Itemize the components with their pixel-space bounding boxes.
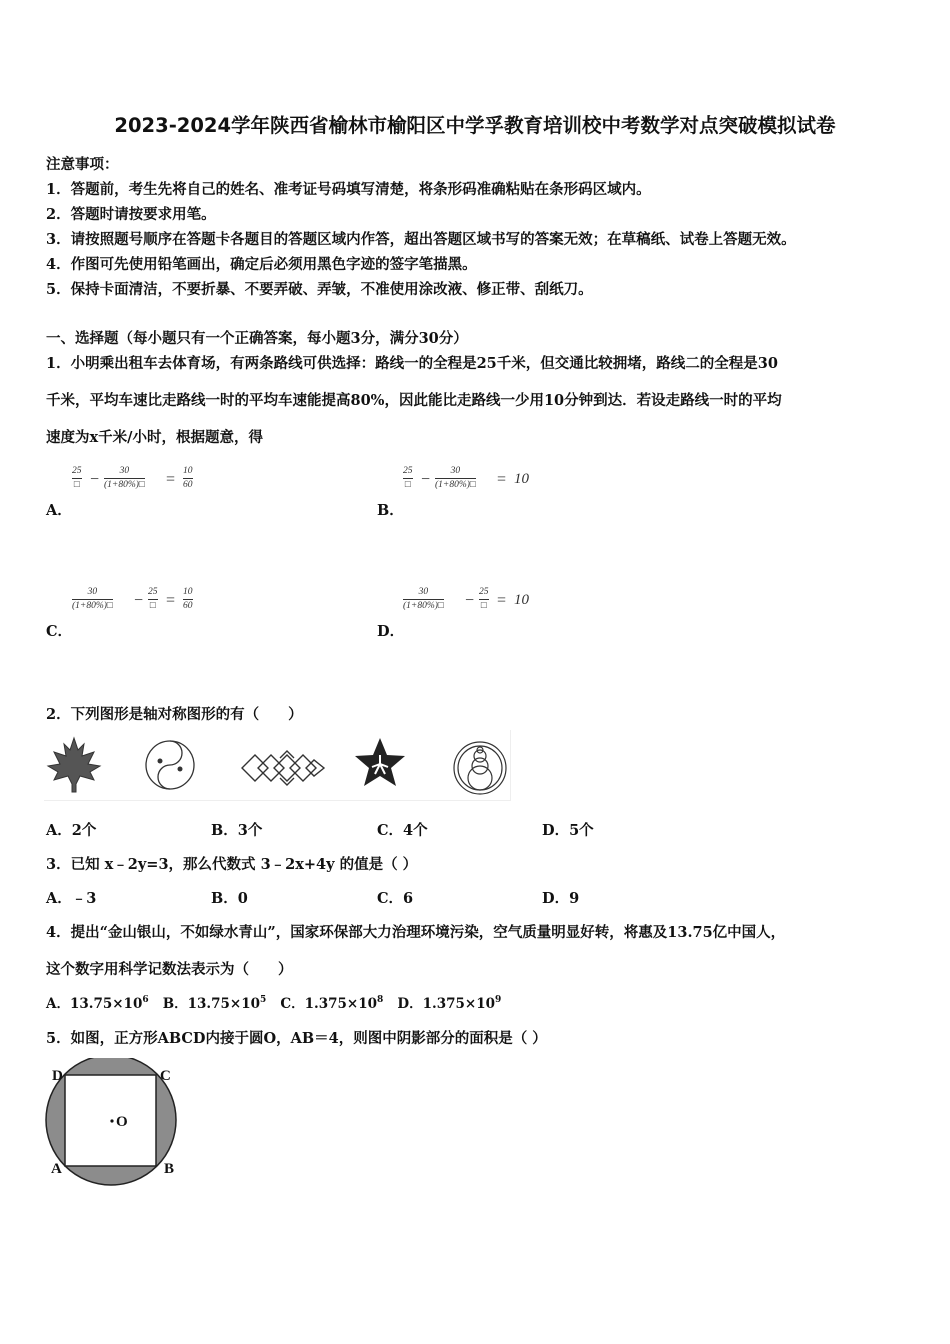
q5-stem: 5．如图，正方形ABCD内接于圆O，AB＝4，则图中阴影部分的面积是（ ）	[46, 1030, 547, 1047]
fraction: 10 60	[183, 587, 193, 611]
q1-stem-line: 1．小明乘出租车去体育场，有两条路线可供选择：路线一的全程是25千米，但交通比较拥堵，路线二的全程是30	[46, 355, 778, 372]
q4-option-d[interactable]: D．$1.375\times 10^9$	[397, 995, 502, 1012]
minus-sign: −	[90, 471, 100, 488]
q3-stem: 3．已知 x﹣2y=3，那么代数式 3﹣2x+4y 的值是（ ）	[46, 856, 418, 873]
maple-leaf-figure	[48, 738, 100, 792]
label-c: C	[160, 1068, 171, 1084]
q1-option-c-label: C．	[46, 623, 73, 640]
label-o: O	[116, 1114, 128, 1130]
fraction: 30 (1+80%)□	[403, 587, 444, 611]
equals-sign: =	[166, 471, 176, 488]
q1-option-d-label: D．	[377, 623, 405, 640]
notice-item: 5．保持卡面清洁，不要折暴、不要弄破、弄皱，不准使用涂改液、修正带、刮纸刀。	[46, 281, 593, 298]
q2-option-b[interactable]: B．3个	[211, 822, 263, 839]
notice-heading: 注意事项：	[46, 156, 119, 173]
fraction: 10 60	[183, 466, 193, 490]
yin-yang-figure	[146, 741, 194, 789]
notice-item: 1．答题前，考生先将自己的姓名、准考证号码填写清楚，将条形码准确粘贴在条形码区域内。	[46, 181, 651, 198]
nested-circles-figure	[454, 742, 506, 794]
q3-option-c[interactable]: C．6	[377, 890, 414, 907]
q4-stem-line: 这个数字用科学记数法表示为（ ）	[46, 961, 293, 978]
notice-item: 2．答题时请按要求用笔。	[46, 206, 216, 223]
label-d: D	[52, 1068, 63, 1084]
q2-figures	[44, 730, 511, 801]
q1-stem-line: 千米，平均车速比走路线一时的平均车速能提高80%，因此能比走路线一少用10分钟到达．若设走路线一时的平均	[46, 392, 782, 409]
equals-sign: =	[497, 592, 507, 609]
notice-item: 4．作图可先使用铅笔画出，确定后必须用黑色字迹的签字笔描黑。	[46, 256, 477, 273]
q1-stem-line: 速度为x千米/小时，根据题意，得	[46, 429, 263, 446]
diamond-knot-figure	[242, 751, 324, 785]
minus-sign: −	[134, 592, 144, 609]
page-title: 2023-2024学年陕西省榆林市榆阳区中学孚教育培训校中考数学对点突破模拟试卷	[114, 114, 836, 137]
fraction: 30 (1+80%)□	[72, 587, 113, 611]
label-b: B	[164, 1161, 175, 1177]
q2-stem: 2．下列图形是轴对称图形的有（ ）	[46, 706, 303, 723]
q2-figures-svg	[44, 730, 510, 800]
q1-option-b-label: B．	[377, 502, 404, 519]
fraction: 25 □	[403, 466, 413, 490]
minus-sign: −	[465, 592, 475, 609]
equals-sign: =	[166, 592, 176, 609]
q2-option-c[interactable]: C．4个	[377, 822, 428, 839]
rhs-value: 10	[514, 471, 529, 487]
equals-sign: =	[497, 471, 507, 488]
fraction: 25 □	[479, 587, 489, 611]
fraction: 30 (1+80%)□	[104, 466, 145, 490]
fraction: 30 (1+80%)□	[435, 466, 476, 490]
minus-sign: −	[421, 471, 431, 488]
fraction: 25 □	[148, 587, 158, 611]
notice-item: 3．请按照题号顺序在答题卡各题目的答题区域内作答，超出答题区域书写的答案无效；在草稿纸、试卷上答题无效。	[46, 231, 796, 248]
q4-option-b[interactable]: B．$13.75\times 10^5$	[162, 995, 267, 1012]
q4-options	[46, 992, 501, 1012]
q4-option-a[interactable]: A．$13.75\times 10^6$	[46, 995, 149, 1012]
label-a: A	[51, 1161, 62, 1177]
q3-option-a[interactable]: A．﹣3	[46, 890, 97, 907]
q4-option-c[interactable]: C．$1.375\times 10^8$	[280, 995, 384, 1012]
star-flower-figure	[355, 738, 405, 786]
section-heading: 一、选择题（每小题只有一个正确答案，每小题3分，满分30分）	[46, 330, 468, 347]
q2-option-a[interactable]: A．2个	[46, 822, 97, 839]
q4-stem-line: 4．提出“金山银山，不如绿水青山”，国家环保部大力治理环境污染，空气质量明显好转，将惠及13.75亿中国人，	[46, 924, 786, 941]
q1-option-a-label: A．	[46, 502, 72, 519]
fraction: 25 □	[72, 466, 82, 490]
q3-option-b[interactable]: B．0	[211, 890, 248, 907]
q2-option-d[interactable]: D．5个	[542, 822, 594, 839]
center-point	[110, 1119, 113, 1122]
q5-circle-square-figure	[40, 1058, 190, 1188]
rhs-value: 10	[514, 592, 529, 608]
q3-option-d[interactable]: D．9	[542, 890, 580, 907]
